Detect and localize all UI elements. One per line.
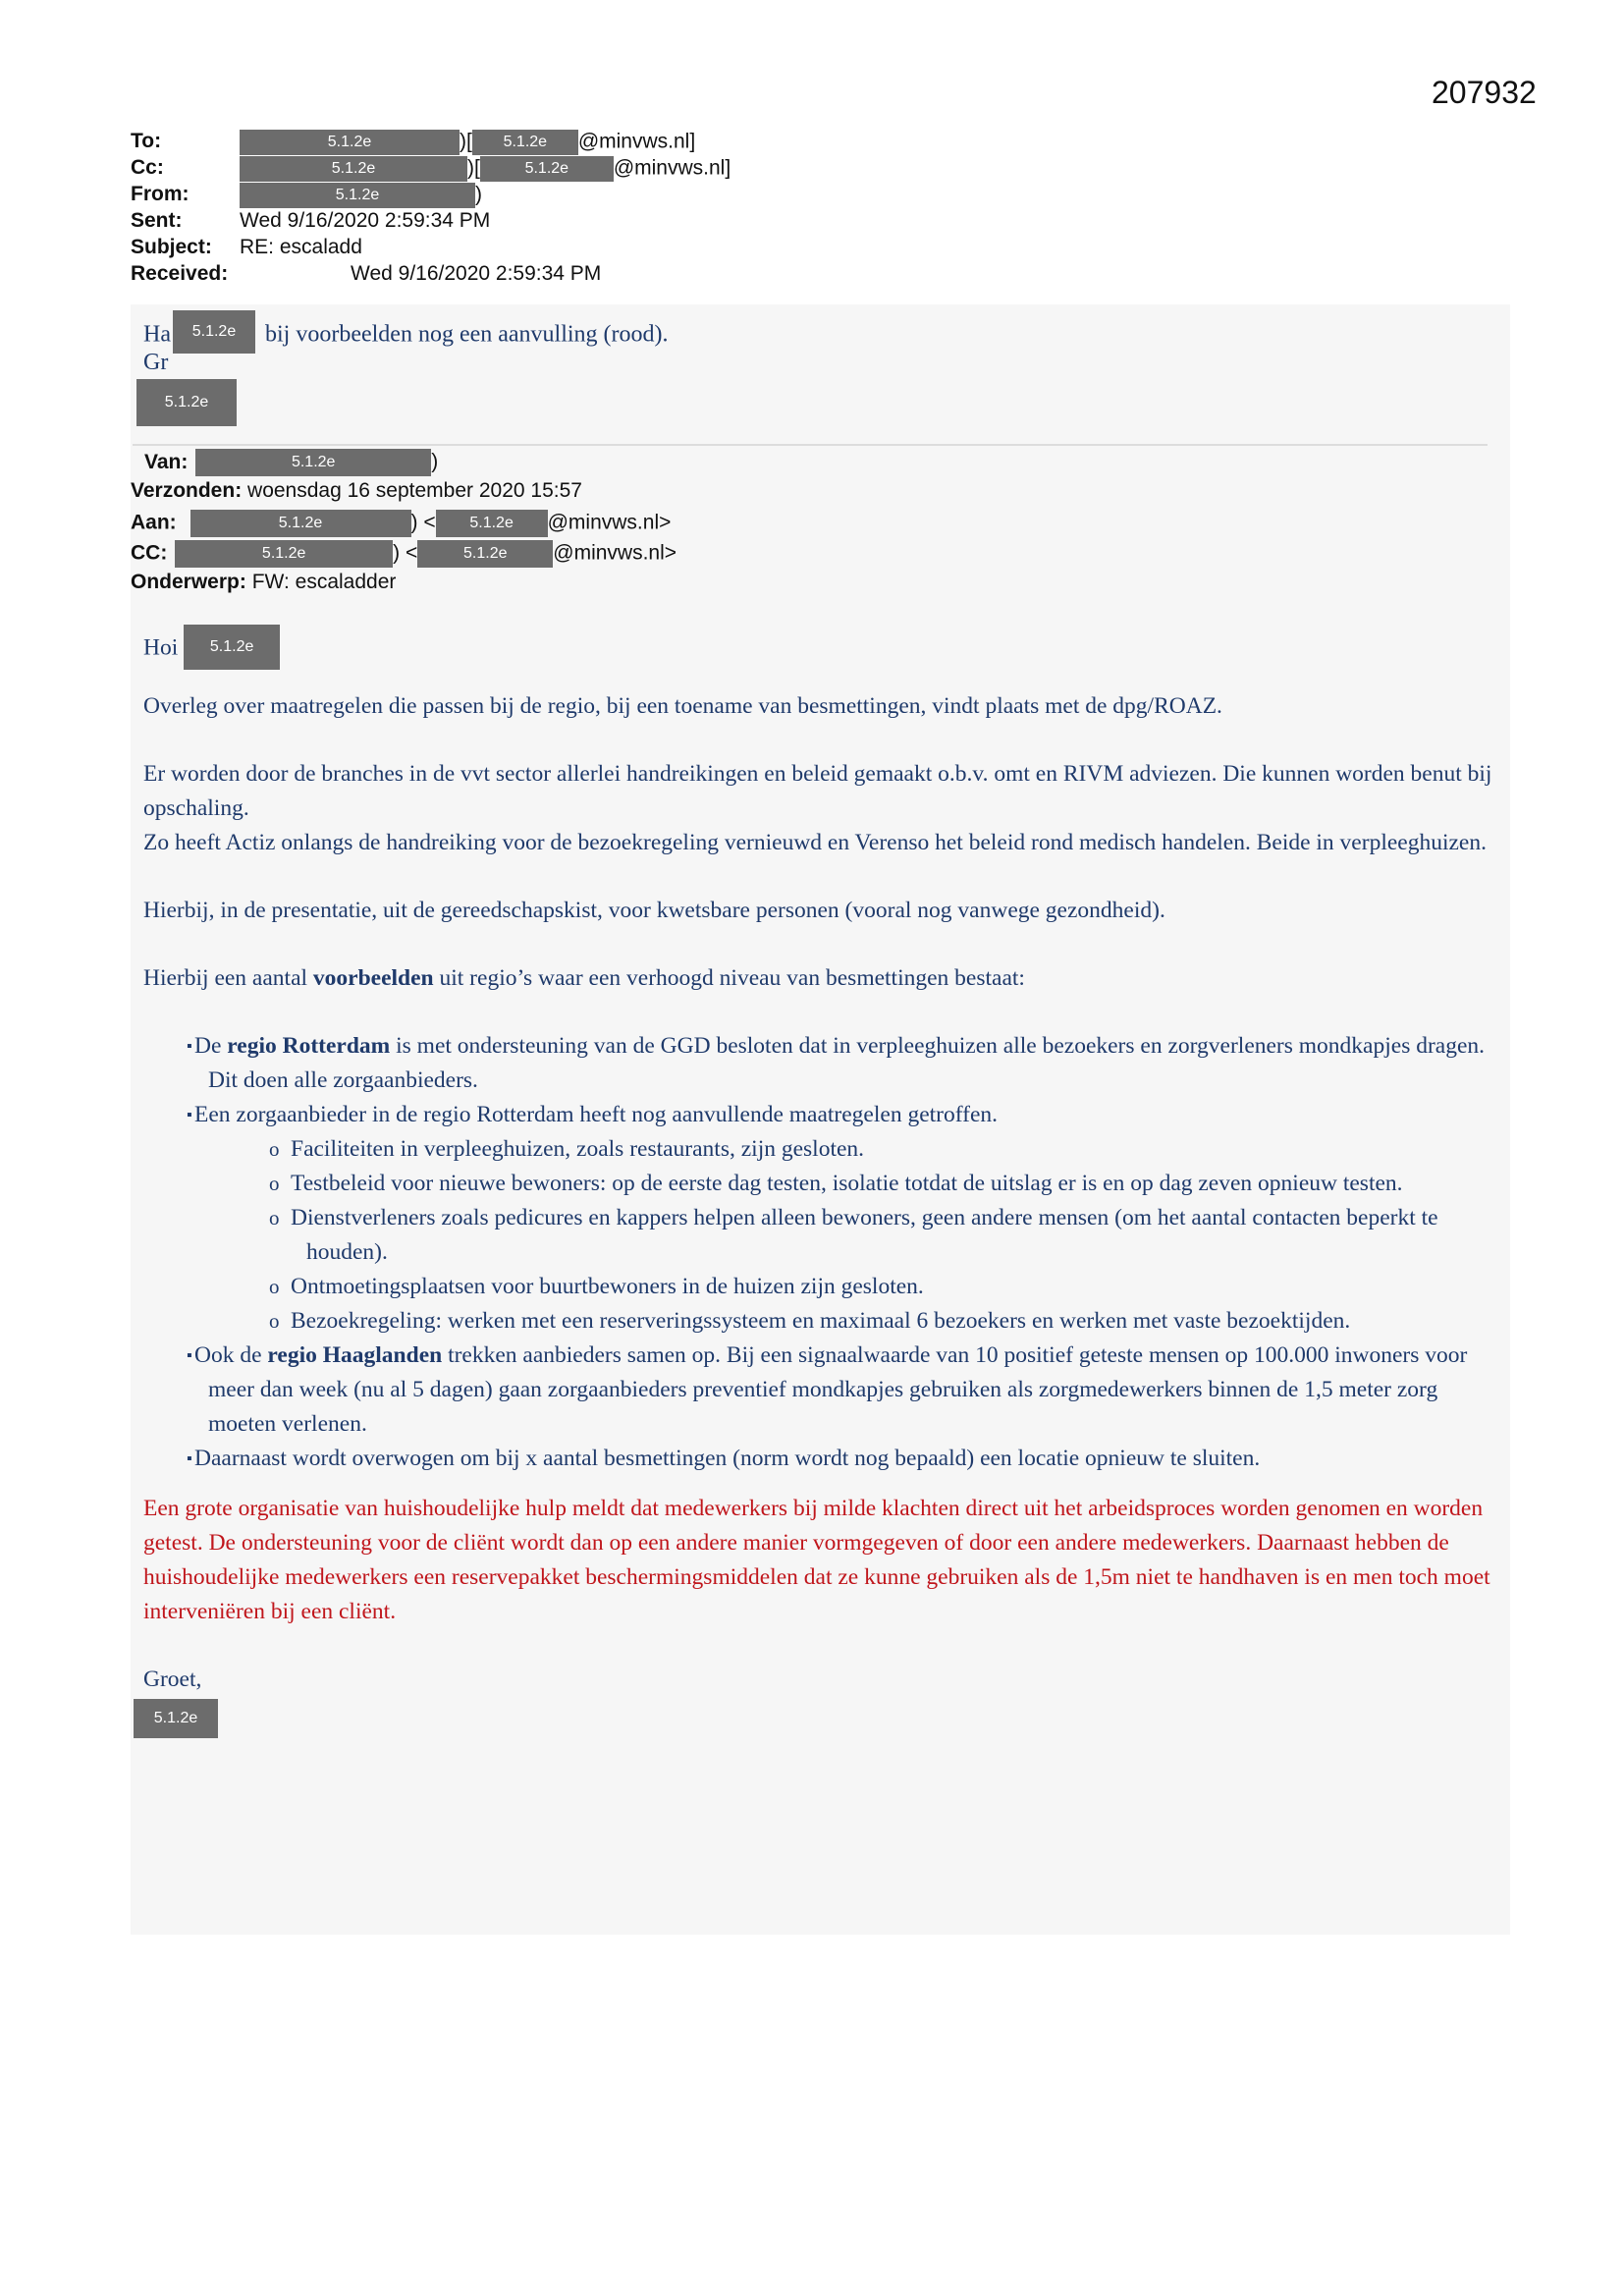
text-run: Hierbij een aantal <box>143 965 313 991</box>
fwd-sent-row <box>131 479 677 510</box>
redaction-box: 5.1.2e <box>472 130 578 155</box>
redaction-box: 5.1.2e <box>417 540 553 568</box>
paragraph: Er worden door de branches in de vvt sector allerlei handreikingen en beleid gemaakt o.b.v. omt en RIVM adviezen. Die kunnen worden benut bij opschaling. <box>143 761 1492 821</box>
divider-line <box>133 444 1488 446</box>
redaction-box: 5.1.2e <box>436 510 548 537</box>
list-item <box>143 1442 1498 1476</box>
cc-label: Cc: <box>131 156 164 179</box>
cc-value <box>240 156 731 182</box>
redaction-box: 5.1.2e <box>480 156 614 182</box>
redaction-box: 5.1.2e <box>134 1699 218 1738</box>
from-value <box>240 183 482 208</box>
paragraph: Overleg over maatregelen die passen bij de regio, bij een toename van besmettingen, vindt plaats met de dpg/ROAZ. <box>143 693 1222 719</box>
text-run: De <box>194 1033 228 1059</box>
redaction-box: 5.1.2e <box>240 156 467 182</box>
received-value: Wed 9/16/2020 2:59:34 PM <box>351 262 602 285</box>
bullet-list <box>143 1029 1498 1132</box>
paragraph: Hierbij, in de presentatie, uit de gereedschapskist, voor kwetsbare personen (vooral nog vanwege gezondheid). <box>143 898 1165 923</box>
fwd-subject-row <box>131 571 677 601</box>
fwd-cc-domain: @minvws.nl> <box>553 541 677 565</box>
emphasis: regio Haaglanden <box>267 1342 443 1368</box>
fwd-subject-value: FW: escaladder <box>251 571 397 593</box>
sub-list-item <box>143 1201 1498 1270</box>
paragraph: Zo heeft Actiz onlangs de handreiking voor de bezoekregeling vernieuwd en Verenso het beleid rond medisch handelen. Beide in verpleeghuizen. <box>143 830 1487 855</box>
redaction-box: 5.1.2e <box>190 510 411 537</box>
fwd-cc-separator: ) < <box>393 541 418 565</box>
emphasis: regio Rotterdam <box>227 1033 391 1059</box>
message-body <box>143 629 1498 1738</box>
message-signature <box>134 1699 1498 1738</box>
reply-line <box>143 314 669 350</box>
sub-list-item <box>143 1270 1498 1304</box>
list-item <box>143 1029 1498 1098</box>
fwd-to-separator: ) < <box>410 511 436 534</box>
fwd-to-domain: @minvws.nl> <box>547 511 672 534</box>
reply-greeting: Ha <box>143 321 171 348</box>
fwd-to-row <box>131 510 677 540</box>
from-close: ) <box>475 183 482 206</box>
forwarded-header <box>131 449 677 601</box>
message-closing: Groet, <box>143 1667 202 1692</box>
text-run: o Dienstverleners zoals pedicures en kappers helpen alleen bewoners, geen andere mensen (om het aantal contacten beperkt te houden). <box>291 1205 1438 1265</box>
to-separator: )[ <box>460 130 472 153</box>
sent-label: Sent: <box>131 209 183 232</box>
text-run: o Ontmoetingsplaatsen voor buurtbewoners in de huizen zijn gesloten. <box>291 1274 924 1299</box>
fwd-from-close: ) <box>431 450 439 473</box>
message-greeting: Hoi <box>143 634 179 661</box>
message-greeting-line <box>143 627 1498 672</box>
sub-list-item <box>143 1132 1498 1167</box>
reply-block <box>143 314 669 426</box>
from-label: From: <box>131 183 189 205</box>
text-run: o Faciliteiten in verpleeghuizen, zoals restaurants, zijn gesloten. <box>291 1136 865 1162</box>
fwd-from-label: Van: <box>144 450 189 473</box>
fwd-cc-row <box>131 540 677 571</box>
subject-value: RE: escaladd <box>240 236 362 258</box>
fwd-subject-label: Onderwerp: <box>131 571 246 593</box>
text-run: is met ondersteuning van de GGD besloten dat in verpleeghuizen alle bezoekers en zorgverleners mondkapjes dragen. Dit doen alle zorgaanbieders. <box>208 1033 1486 1093</box>
reply-closing: Gr <box>143 350 169 375</box>
redaction-box: 5.1.2e <box>240 130 460 155</box>
received-label: Received: <box>131 262 229 285</box>
fwd-sent-label: Verzonden: <box>131 479 243 502</box>
sub-list-item <box>143 1167 1498 1201</box>
text-run: trekken aanbieders samen op. Bij een signaalwaarde van 10 positief geteste mensen op 100.000 inwoners voor meer dan week (nu al 5 dagen) gaan zorgaanbieders preventief mondkapjes gebruiken als zorgmedewerkers binnen de 1,5 meter zorg moeten verlenen. <box>208 1342 1468 1437</box>
to-label: To: <box>131 130 162 152</box>
document-number: 207932 <box>1432 75 1537 110</box>
bullet-list <box>143 1339 1498 1476</box>
list-item <box>143 1098 1498 1132</box>
cc-domain: @minvws.nl] <box>613 156 731 180</box>
reply-text: bij voorbeelden nog een aanvulling (rood). <box>264 321 669 348</box>
subject-label: Subject: <box>131 236 212 258</box>
text-run: ▪ Daarnaast wordt overwogen om bij x aantal besmettingen (norm wordt nog bepaald) een locatie opnieuw te sluiten. <box>194 1446 1261 1471</box>
to-value <box>240 130 695 155</box>
redaction-box: 5.1.2e <box>173 310 255 354</box>
text-run: uit regio’s waar een verhoogd niveau van besmettingen bestaat: <box>433 965 1025 991</box>
text-run: o Testbeleid voor nieuwe bewoners: op de eerste dag testen, isolatie totdat de uitslag er is en op dag zeven opnieuw testen. <box>291 1171 1403 1196</box>
redaction-box: 5.1.2e <box>136 379 237 426</box>
sent-value: Wed 9/16/2020 2:59:34 PM <box>240 209 491 232</box>
reply-signature <box>136 379 669 426</box>
text-run: Ook de <box>194 1342 268 1368</box>
to-domain: @minvws.nl] <box>577 130 696 153</box>
fwd-to-label: Aan: <box>131 511 177 534</box>
red-paragraph: Een grote organisatie van huishoudelijke hulp meldt dat medewerkers bij milde klachten direct uit het arbeidsproces worden genomen en worden getest. De ondersteuning voor de cliënt wordt dan op een andere manier vormgegeven of door een andere medewerkers. Daarnaast hebben de huishoudelijke medewerkers een reservepakket beschermingsmiddelen dat ze kunne gebruiken als de 1,5m niet te handhaven is en men toch moet interveniëren bij een cliënt. <box>143 1496 1490 1624</box>
list-item <box>143 1339 1498 1442</box>
text-run: ▪ Een zorgaanbieder in de regio Rotterdam heeft nog aanvullende maatregelen getroffen. <box>194 1102 999 1127</box>
sub-list <box>143 1132 1498 1339</box>
fwd-from-row <box>131 449 677 479</box>
text-run: o Bezoekregeling: werken met een reserveringssysteem en maximaal 6 bezoekers en werken met vaste bezoektijden. <box>291 1308 1351 1334</box>
fwd-cc-label: CC: <box>131 541 168 565</box>
sub-list-item <box>143 1304 1498 1339</box>
redaction-box: 5.1.2e <box>184 625 280 670</box>
fwd-sent-value: woensdag 16 september 2020 15:57 <box>247 479 582 502</box>
paragraph <box>143 961 1498 996</box>
redaction-box: 5.1.2e <box>175 540 393 568</box>
redaction-box: 5.1.2e <box>240 183 475 208</box>
emphasis: voorbeelden <box>312 965 434 991</box>
redaction-box: 5.1.2e <box>195 449 431 476</box>
cc-separator: )[ <box>467 156 480 180</box>
